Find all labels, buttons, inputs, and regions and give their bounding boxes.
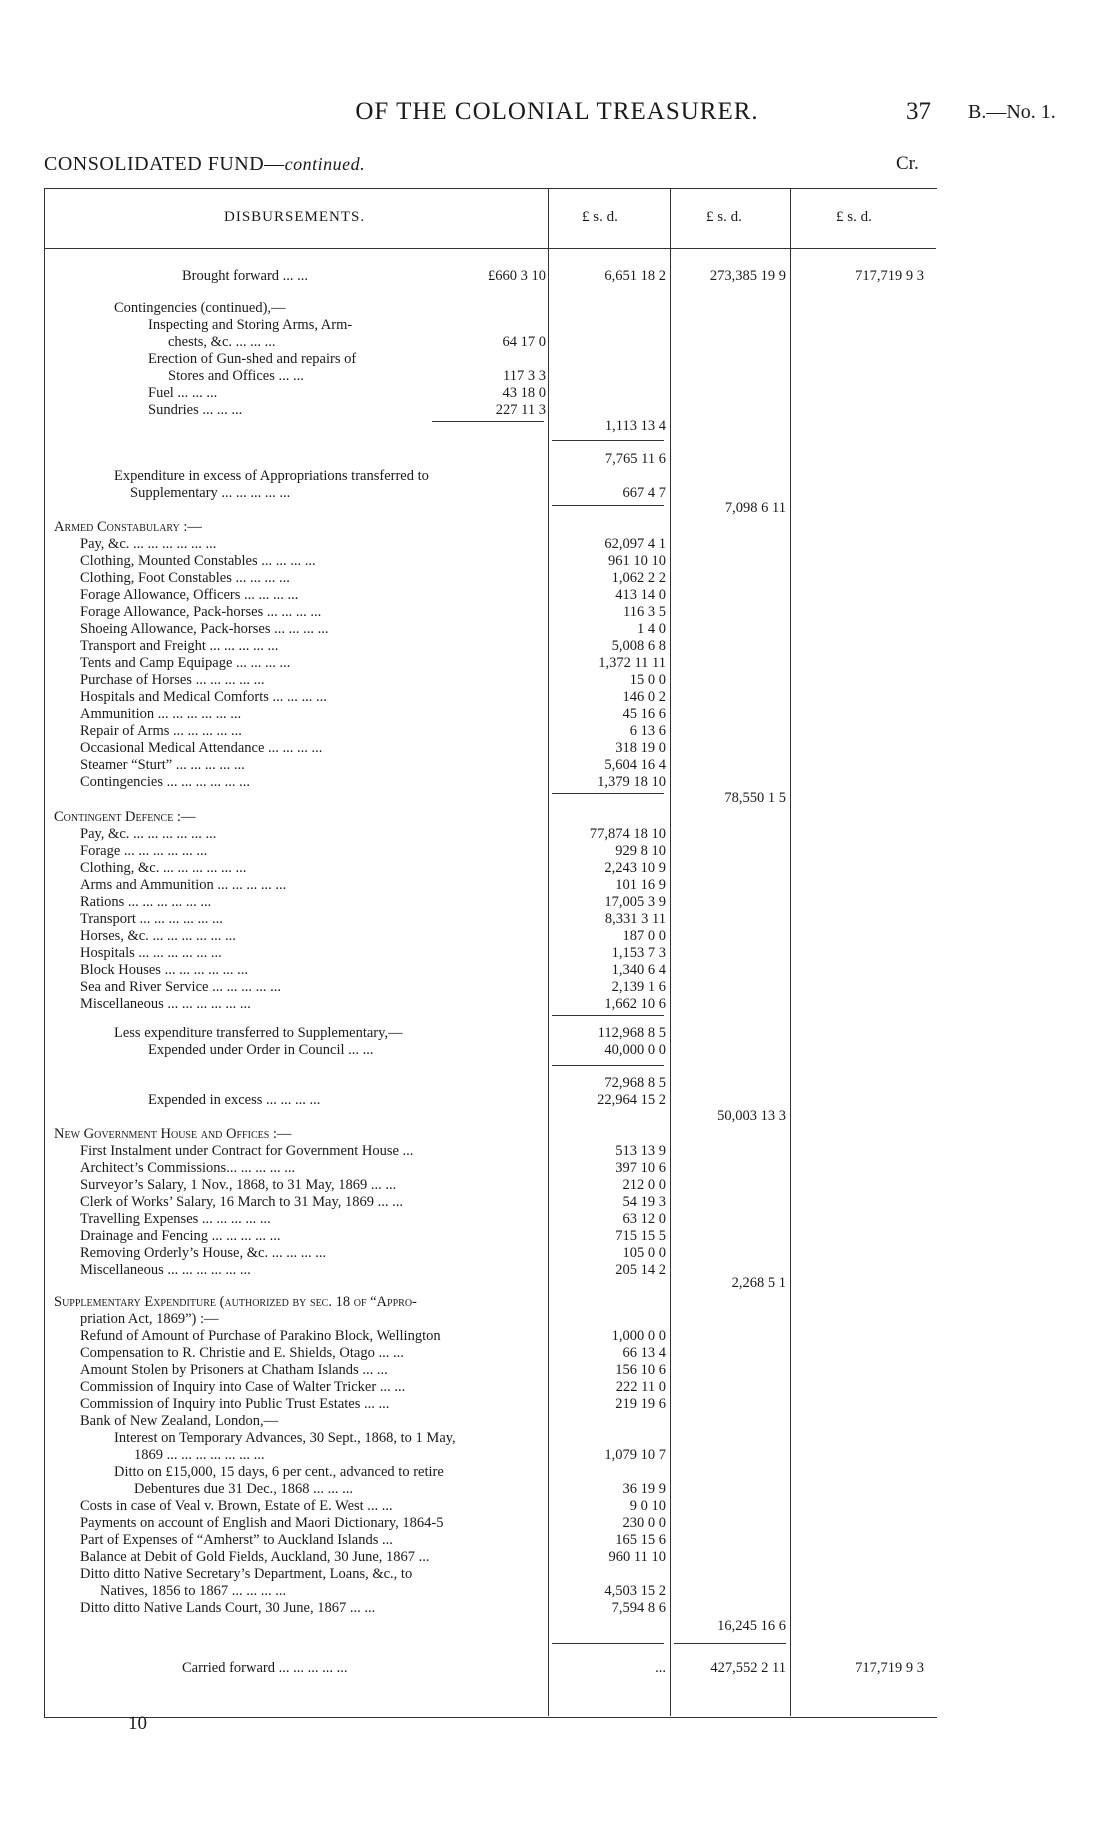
subtotal-rule (552, 440, 664, 441)
amount-c1: 1,153 7 3 (611, 945, 666, 961)
amount-c1: 8,331 3 11 (604, 911, 666, 927)
amount-c1: 62,097 4 1 (604, 536, 666, 552)
row-description: Hospitals ... ... ... ... ... ... (80, 945, 222, 961)
amount-c1: 72,968 8 5 (604, 1075, 666, 1091)
row-description: Erection of Gun-shed and repairs of (148, 351, 357, 367)
row-description: Clothing, Foot Constables ... ... ... ... (80, 570, 290, 586)
inner-amount: £660 3 10 (488, 268, 546, 284)
amount-c1: 15 0 0 (629, 672, 666, 688)
amount-c1: 667 4 7 (622, 485, 666, 501)
page-header-title: OF THE COLONIAL TREASURER. (355, 98, 759, 125)
inner-amount: 64 17 0 (502, 334, 546, 350)
amount-c1: 715 15 5 (615, 1228, 666, 1244)
column-header-2: £ s. d. (706, 209, 742, 225)
row-description: Expended in excess ... ... ... ... (148, 1092, 321, 1108)
row-description: Payments on account of English and Maori Dictionary, 1864-5 (80, 1515, 444, 1531)
row-description: Contingencies ... ... ... ... ... ... (80, 774, 250, 790)
row-description: Miscellaneous ... ... ... ... ... ... (80, 1262, 251, 1278)
row-description: Drainage and Fencing ... ... ... ... ... (80, 1228, 281, 1244)
amount-c1: 1,340 6 4 (611, 962, 666, 978)
header-rule (44, 248, 936, 249)
column-divider (670, 188, 671, 1716)
amount-c1: 5,008 6 8 (611, 638, 666, 654)
paper-reference: B.—No. 1. (968, 101, 1056, 123)
row-description: 1869 ... ... ... ... ... ... ... (134, 1447, 265, 1463)
amount-c1: 77,874 18 10 (589, 826, 666, 842)
amount-c1: 397 10 6 (615, 1160, 666, 1176)
amount-c1: 63 12 0 (622, 1211, 666, 1227)
amount-c2: 7,098 6 11 (724, 500, 786, 516)
inner-amount: 227 11 3 (495, 402, 546, 418)
amount-c1: 1,113 13 4 (604, 418, 666, 434)
amount-c1: 1 4 0 (637, 621, 666, 637)
amount-c1: 318 19 0 (615, 740, 666, 756)
page-signature: 10 (128, 1713, 147, 1734)
row-description: First Instalment under Contract for Government House ... (80, 1143, 414, 1159)
row-description: Transport and Freight ... ... ... ... ... (80, 638, 279, 654)
amount-c1: 7,765 11 6 (604, 451, 666, 467)
row-description: priation Act, 1869”) :— (80, 1311, 219, 1327)
amount-c1: 413 14 0 (615, 587, 666, 603)
amount-c1: 146 0 2 (622, 689, 666, 705)
row-description: Fuel ... ... ... (148, 385, 218, 401)
row-description: Clothing, Mounted Constables ... ... ... ... (80, 553, 316, 569)
subtotal-rule (552, 1643, 664, 1644)
row-description: Purchase of Horses ... ... ... ... ... (80, 672, 265, 688)
row-description: Clerk of Works’ Salary, 16 March to 31 May, 1869 ... ... (80, 1194, 404, 1210)
row-description: Expenditure in excess of Appropriations transferred to (114, 468, 429, 484)
row-description: Armed Constabulary :— (54, 519, 202, 535)
amount-c1: 212 0 0 (622, 1177, 666, 1193)
row-description: Contingent Defence :— (54, 809, 196, 825)
amount-c1: 205 14 2 (615, 1262, 666, 1278)
row-description: New Government House and Offices :— (54, 1126, 292, 1142)
amount-c1: 513 13 9 (615, 1143, 666, 1159)
amount-c1: 101 16 9 (615, 877, 666, 893)
column-header-description: DISBURSEMENTS. (224, 209, 366, 225)
column-divider (790, 188, 791, 1716)
row-description: Shoeing Allowance, Pack-horses ... ... ... ... (80, 621, 329, 637)
amount-c1: 219 19 6 (615, 1396, 666, 1412)
row-description: Architect’s Commissions... ... ... ... ... (80, 1160, 296, 1176)
fund-title: CONSOLIDATED FUND—continued. (44, 153, 366, 175)
amount-c2: 78,550 1 5 (724, 790, 786, 806)
amount-c3: 717,719 9 3 (855, 1660, 924, 1676)
row-description: Ammunition ... ... ... ... ... ... (80, 706, 242, 722)
inner-amount: 43 18 0 (502, 385, 546, 401)
row-description: Brought forward ... ... (182, 268, 309, 284)
column-header-3: £ s. d. (836, 209, 872, 225)
row-description: Hospitals and Medical Comforts ... ... ... ... (80, 689, 327, 705)
amount-c1: 961 10 10 (608, 553, 666, 569)
row-description: Balance at Debit of Gold Fields, Auckland, 30 June, 1867 ... (80, 1549, 430, 1565)
amount-c1: 165 15 6 (615, 1532, 666, 1548)
row-description: Less expenditure transferred to Supplementary,— (114, 1025, 403, 1041)
row-description: Tents and Camp Equipage ... ... ... ... (80, 655, 291, 671)
subtotal-rule (552, 793, 664, 794)
row-description: Forage Allowance, Pack-horses ... ... ... ... (80, 604, 322, 620)
row-description: Amount Stolen by Prisoners at Chatham Islands ... ... (80, 1362, 388, 1378)
subtotal-rule (552, 505, 664, 506)
amount-c1: 40,000 0 0 (604, 1042, 666, 1058)
row-description: Repair of Arms ... ... ... ... ... (80, 723, 242, 739)
row-description: Bank of New Zealand, London,— (80, 1413, 279, 1429)
row-description: Expended under Order in Council ... ... (148, 1042, 374, 1058)
row-description: Supplementary ... ... ... ... ... (130, 485, 291, 501)
row-description: Refund of Amount of Purchase of Parakino Block, Wellington (80, 1328, 441, 1344)
row-description: Occasional Medical Attendance ... ... ... ... (80, 740, 323, 756)
row-description: Carried forward ... ... ... ... ... (182, 1660, 348, 1676)
amount-c2: 2,268 5 1 (731, 1275, 786, 1291)
row-description: Horses, &c. ... ... ... ... ... ... (80, 928, 236, 944)
amount-c1: 1,000 0 0 (611, 1328, 666, 1344)
amount-c1: 1,062 2 2 (611, 570, 666, 586)
row-description: Forage ... ... ... ... ... ... (80, 843, 208, 859)
row-description: Costs in case of Veal v. Brown, Estate of E. West ... ... (80, 1498, 393, 1514)
amount-c1: 66 13 4 (622, 1345, 666, 1361)
subtotal-rule (552, 1065, 664, 1066)
amount-c1: 36 19 9 (622, 1481, 666, 1497)
row-description: Steamer “Sturt” ... ... ... ... ... (80, 757, 245, 773)
row-description: Debentures due 31 Dec., 1868 ... ... ... (134, 1481, 354, 1497)
amount-c1: 187 0 0 (622, 928, 666, 944)
amount-c1: 1,079 10 7 (604, 1447, 666, 1463)
row-description: Surveyor’s Salary, 1 Nov., 1868, to 31 May, 1869 ... ... (80, 1177, 397, 1193)
amount-c1: 54 19 3 (622, 1194, 666, 1210)
amount-c1: 1,372 11 11 (598, 655, 666, 671)
row-description: Pay, &c. ... ... ... ... ... ... (80, 826, 217, 842)
row-description: Contingencies (continued),— (114, 300, 286, 316)
amount-c2: 273,385 19 9 (709, 268, 786, 284)
row-description: Pay, &c. ... ... ... ... ... ... (80, 536, 217, 552)
row-description: Commission of Inquiry into Public Trust Estates ... ... (80, 1396, 390, 1412)
column-header-1: £ s. d. (582, 209, 618, 225)
amount-c1: 112,968 8 5 (597, 1025, 666, 1041)
amount-c1: 230 0 0 (622, 1515, 666, 1531)
row-description: Compensation to R. Christie and E. Shields, Otago ... ... (80, 1345, 404, 1361)
amount-c1: 5,604 16 4 (604, 757, 666, 773)
row-description: Block Houses ... ... ... ... ... ... (80, 962, 248, 978)
row-description: Natives, 1856 to 1867 ... ... ... ... (100, 1583, 287, 1599)
row-description: Miscellaneous ... ... ... ... ... ... (80, 996, 251, 1012)
amount-c2: 16,245 16 6 (717, 1618, 786, 1634)
row-description: Removing Orderly’s House, &c. ... ... ... ... (80, 1245, 327, 1261)
amount-c1: 2,243 10 9 (604, 860, 666, 876)
inner-amount: 117 3 3 (503, 368, 546, 384)
row-description: chests, &c. ... ... ... (168, 334, 276, 350)
amount-c1: 2,139 1 6 (611, 979, 666, 995)
amount-c1: 6 13 6 (629, 723, 666, 739)
page-number: 37 (906, 98, 931, 125)
row-description: Ditto on £15,000, 15 days, 6 per cent., advanced to retire (114, 1464, 444, 1480)
amount-c1: 960 11 10 (608, 1549, 666, 1565)
amount-c1: 4,503 15 2 (604, 1583, 666, 1599)
row-description: Forage Allowance, Officers ... ... ... ... (80, 587, 299, 603)
amount-c1: 45 16 6 (622, 706, 666, 722)
amount-c1: 7,594 8 6 (611, 1600, 666, 1616)
row-description: Stores and Offices ... ... (168, 368, 304, 384)
row-description: Ditto ditto Native Lands Court, 30 June, 1867 ... ... (80, 1600, 376, 1616)
amount-c2: 427,552 2 11 (710, 1660, 786, 1676)
row-description: Commission of Inquiry into Case of Walter Tricker ... ... (80, 1379, 406, 1395)
row-description: Sundries ... ... ... (148, 402, 243, 418)
amount-c1: 1,379 18 10 (597, 774, 666, 790)
row-description: Supplementary Expenditure (authorized by sec. 18 of “Appro- (54, 1294, 417, 1310)
row-description: Inspecting and Storing Arms, Arm- (148, 317, 353, 333)
amount-c1: 929 8 10 (615, 843, 666, 859)
subtotal-rule (432, 421, 544, 422)
row-description: Interest on Temporary Advances, 30 Sept., 1868, to 1 May, (114, 1430, 456, 1446)
credit-side-label: Cr. (896, 153, 919, 174)
row-description: Part of Expenses of “Amherst” to Auckland Islands ... (80, 1532, 393, 1548)
row-description: Sea and River Service ... ... ... ... ... (80, 979, 281, 995)
row-description: Arms and Ammunition ... ... ... ... ... (80, 877, 287, 893)
amount-c2: 50,003 13 3 (717, 1108, 786, 1124)
amount-c1: 6,651 18 2 (604, 268, 666, 284)
row-description: Rations ... ... ... ... ... ... (80, 894, 212, 910)
amount-c1: 17,005 3 9 (604, 894, 666, 910)
amount-c1: 22,964 15 2 (597, 1092, 666, 1108)
amount-c1: 105 0 0 (622, 1245, 666, 1261)
row-description: Transport ... ... ... ... ... ... (80, 911, 223, 927)
row-description: Travelling Expenses ... ... ... ... ... (80, 1211, 271, 1227)
amount-c1: 222 11 0 (615, 1379, 666, 1395)
row-description: Ditto ditto Native Secretary’s Department, Loans, &c., to (80, 1566, 413, 1582)
amount-c1: 1,662 10 6 (604, 996, 666, 1012)
subtotal-rule (552, 1015, 664, 1016)
amount-c3: 717,719 9 3 (855, 268, 924, 284)
amount-c1: 116 3 5 (623, 604, 666, 620)
subtotal-rule (674, 1643, 786, 1644)
amount-c1: 156 10 6 (615, 1362, 666, 1378)
row-description: Clothing, &c. ... ... ... ... ... ... (80, 860, 247, 876)
amount-c1: 9 0 10 (629, 1498, 666, 1514)
amount-c1: ... (655, 1660, 666, 1676)
